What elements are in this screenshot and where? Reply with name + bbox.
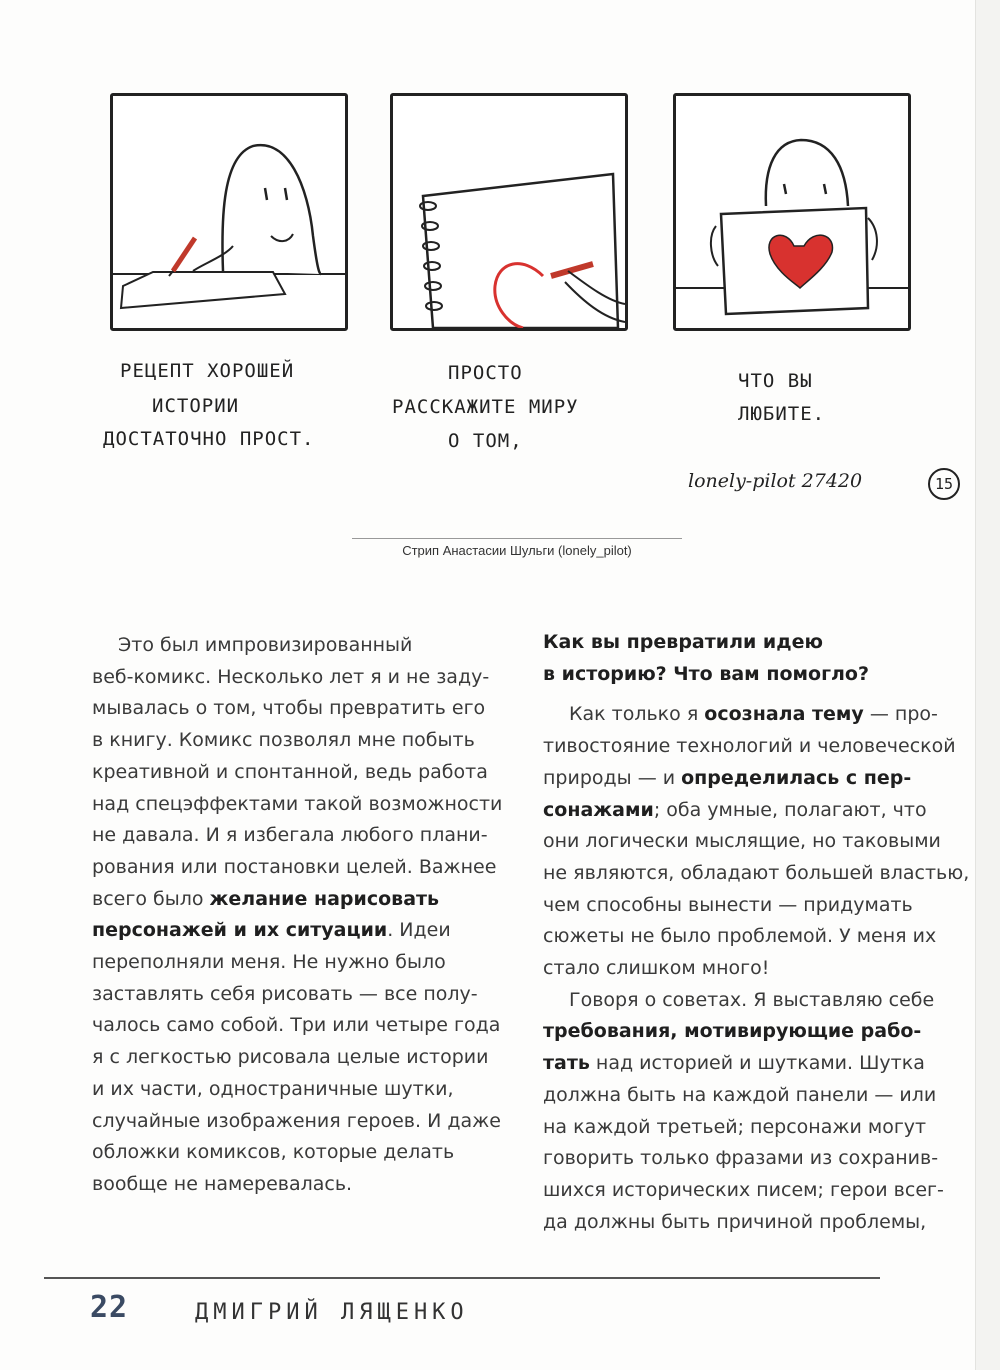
body-text: над историей и шутками. Шутка: [589, 1052, 925, 1075]
emphasis-text: сонажами: [543, 798, 654, 821]
comic-panel-1: [110, 93, 348, 331]
body-text: не давала. И я избегала любого плани-: [92, 824, 488, 847]
left-line: [92, 789, 502, 821]
page-edge: [975, 0, 1000, 1370]
emphasis-text: желание нарисовать: [209, 887, 440, 910]
right-line: [543, 953, 973, 985]
body-text: Это был импровизированный: [118, 634, 413, 656]
comic-panel-2: [390, 93, 628, 331]
body-text: рования или постановки целей. Важнее: [92, 855, 497, 878]
left-line: [92, 693, 502, 725]
body-text: стало слишком много!: [543, 957, 770, 980]
right-line: [543, 921, 973, 953]
body-text: сюжеты не было проблемой. У меня их: [543, 925, 937, 948]
ghost-heart-illustration: [676, 96, 908, 328]
left-line: [92, 725, 502, 757]
body-text: обложки комиксов, которые делать: [92, 1141, 455, 1164]
left-line: [92, 884, 502, 916]
panel3-caption-line1: ЧТО ВЫ: [738, 370, 813, 392]
body-text: случайные изображения героев. И даже: [92, 1109, 501, 1132]
body-text: чалось само собой. Три или четыре года: [92, 1014, 501, 1037]
body-text: над спецэффектами такой возможности: [92, 792, 503, 815]
body-text: вообще не намеревалась.: [92, 1172, 353, 1195]
left-line: [92, 1042, 502, 1074]
body-text: они логически мыслящие, но таковыми: [543, 830, 941, 853]
left-line: [92, 662, 502, 694]
body-text: в книгу. Комикс позволял мне побыть: [92, 729, 475, 752]
notebook-heart-illustration: [393, 96, 625, 328]
caption-rule: [352, 538, 682, 539]
left-line: [92, 1074, 502, 1106]
body-text: заставлять себя рисовать — все полу-: [92, 982, 478, 1005]
emphasis-text: тать: [543, 1052, 590, 1075]
panel1-caption-line3: ДОСТАТОЧНО ПРОСТ.: [103, 428, 315, 450]
right-line: [543, 985, 973, 1017]
left-line: [92, 820, 502, 852]
interview-question-line2: в историю? Что вам помогло?: [543, 662, 870, 685]
panel2-caption-line1: ПРОСТО: [448, 362, 523, 384]
panel1-caption-line2: ИСТОРИИ: [152, 395, 240, 417]
left-line: [92, 915, 502, 947]
body-text: и их части, одностраничные шутки,: [92, 1077, 454, 1100]
body-text: я с легкостью рисовала целые истории: [92, 1046, 489, 1069]
emphasis-text: требования, мотивирующие рабо-: [543, 1020, 922, 1043]
body-text: Как только я: [569, 703, 705, 726]
right-line: [543, 890, 973, 922]
left-line: [92, 757, 502, 789]
body-text: тивостояние технологий и человеческой: [543, 735, 956, 758]
body-text: шихся исторических писем; герои всег-: [543, 1178, 944, 1201]
left-line: [92, 979, 502, 1011]
left-line: [92, 1010, 502, 1042]
panel2-caption-line2: РАССКАЖИТЕ МИРУ: [392, 396, 579, 418]
panel1-caption-line1: РЕЦЕПТ ХОРОШЕЙ: [120, 360, 295, 382]
body-text: всего было: [92, 887, 210, 910]
body-text: ; оба умные, полагают, что: [653, 798, 927, 821]
body-text: мывалась о том, чтобы превратить его: [92, 697, 486, 720]
right-line: [543, 858, 973, 890]
panel2-caption-line3: О ТОМ,: [448, 430, 523, 452]
right-line: [543, 1048, 973, 1080]
body-text: Говоря о советах. Я выставляю себе: [569, 988, 935, 1011]
left-line: [92, 947, 502, 979]
ghost-writing-illustration: [113, 96, 345, 328]
figure-caption: Стрип Анастасии Шульги (lonely_pilot): [402, 543, 632, 558]
right-line: [543, 826, 973, 858]
right-line: [543, 763, 973, 795]
right-line: [543, 1016, 973, 1048]
body-text: веб-комикс. Несколько лет я и не заду-: [92, 665, 490, 688]
emphasis-text: осознала тему: [704, 703, 864, 726]
left-line: [92, 1169, 502, 1201]
right-text-column: [543, 627, 973, 1238]
panel3-caption-line2: ЛЮБИТЕ.: [738, 403, 826, 425]
left-line: [92, 1106, 502, 1138]
running-author: ДМИГРИЙ ЛЯЩЕНКО: [195, 1300, 469, 1325]
body-text: да должны быть причиной проблемы,: [543, 1210, 927, 1233]
emphasis-text: определилась с пер-: [681, 766, 912, 789]
emphasis-text: персонажей и их ситуации: [92, 919, 388, 942]
strip-number-badge: 15: [928, 468, 960, 500]
body-text: на каждой третьей; персонажи могут: [543, 1115, 927, 1138]
left-line: [92, 1137, 502, 1169]
comic-signature: lonely-pilot 27420: [688, 470, 863, 492]
right-line: [543, 1112, 973, 1144]
left-text-column: [92, 630, 502, 1201]
right-line: [543, 1175, 973, 1207]
right-line: [543, 699, 973, 731]
body-text: креативной и спонтанной, ведь работа: [92, 760, 488, 783]
body-text: должна быть на каждой панели — или: [543, 1083, 937, 1106]
left-line: [92, 630, 502, 662]
right-line: [543, 795, 973, 827]
left-line: [92, 852, 502, 884]
body-text: чем способны вынести — придумать: [543, 893, 913, 916]
body-text: природы — и: [543, 766, 682, 789]
body-text: говорить только фразами из сохранив-: [543, 1147, 939, 1170]
page-number: 22: [90, 1290, 129, 1325]
body-text: — про-: [863, 703, 938, 726]
comic-panel-3: [673, 93, 911, 331]
right-line: [543, 1080, 973, 1112]
right-line: [543, 731, 973, 763]
body-text: . Идеи: [387, 919, 451, 942]
body-text: не являются, обладают большей властью,: [543, 861, 970, 884]
right-line: [543, 1207, 973, 1239]
body-text: переполняли меня. Не нужно было: [92, 951, 446, 974]
footer-rule: [44, 1277, 880, 1279]
right-line: [543, 1143, 973, 1175]
answer-text: [543, 699, 973, 1238]
interview-question-line1: Как вы превратили идею: [543, 631, 823, 653]
